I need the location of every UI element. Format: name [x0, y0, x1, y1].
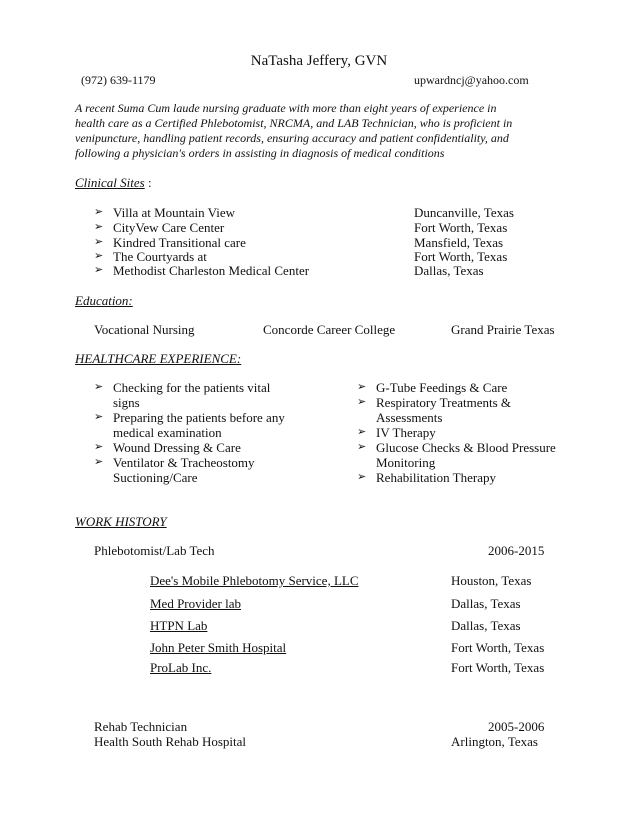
summary-line: venipuncture, handling patient records, ensuring accuracy and patient confidentiality, and — [75, 131, 509, 145]
education-school: Concorde Career College — [263, 322, 396, 337]
job-title: Rehab Technician — [94, 719, 188, 734]
skill-line: Rehabilitation Therapy — [376, 470, 496, 485]
phone-number: (972) 639-1179 — [81, 73, 156, 87]
job-title: Phlebotomist/Lab Tech — [94, 543, 215, 558]
arrow-bullet-icon: ➢ — [357, 426, 367, 438]
employer-name: ProLab Inc. — [150, 660, 212, 675]
employer-location: Dallas, Texas — [451, 596, 521, 611]
arrow-bullet-icon: ➢ — [94, 206, 104, 218]
employer-location: Fort Worth, Texas — [451, 640, 545, 655]
employer-location: Dallas, Texas — [451, 618, 521, 633]
clinical-site-name: CityVew Care Center — [113, 220, 225, 235]
summary-line: health care as a Certified Phlebotomist, NRCMA, and LAB Technician, who is proficient in — [75, 116, 513, 130]
skill-line: IV Therapy — [376, 425, 436, 440]
skill-line: Monitoring — [376, 455, 436, 470]
arrow-bullet-icon: ➢ — [357, 381, 367, 393]
clinical-site-location: Dallas, Texas — [414, 263, 484, 278]
clinical-sites-colon: : — [144, 175, 152, 190]
skill-line: G-Tube Feedings & Care — [376, 380, 508, 395]
arrow-bullet-icon: ➢ — [94, 264, 104, 276]
education-location: Grand Prairie Texas — [451, 322, 555, 337]
clinical-site-location: Fort Worth, Texas — [414, 249, 508, 264]
email-address[interactable]: upwardncj@yahoo.com — [414, 73, 529, 87]
employer-location: Houston, Texas — [451, 573, 532, 588]
arrow-bullet-icon: ➢ — [94, 411, 104, 423]
arrow-bullet-icon: ➢ — [94, 221, 104, 233]
employer-location: Arlington, Texas — [451, 734, 538, 749]
job-years: 2005-2006 — [488, 719, 545, 734]
clinical-site-location: Duncanville, Texas — [414, 205, 514, 220]
clinical-site-location: Fort Worth, Texas — [414, 220, 508, 235]
arrow-bullet-icon: ➢ — [94, 236, 104, 248]
education-program: Vocational Nursing — [94, 322, 195, 337]
employer-location: Fort Worth, Texas — [451, 660, 545, 675]
skill-line: Wound Dressing & Care — [113, 440, 241, 455]
skill-line: signs — [113, 395, 140, 410]
skill-line: Checking for the patients vital — [113, 380, 271, 395]
employer-name: Dee's Mobile Phlebotomy Service, LLC — [150, 573, 359, 588]
summary-line: following a physician's orders in assisting in diagnosis of medical conditions — [75, 146, 445, 160]
clinical-site-name: Methodist Charleston Medical Center — [113, 263, 310, 278]
skill-line: Preparing the patients before any — [113, 410, 285, 425]
clinical-sites-heading-row — [75, 175, 152, 190]
skill-line: Ventilator & Tracheostomy — [113, 455, 255, 470]
skill-line: Respiratory Treatments & — [376, 395, 512, 410]
skill-line: Assessments — [376, 410, 443, 425]
job-years: 2006-2015 — [488, 543, 545, 558]
arrow-bullet-icon: ➢ — [94, 381, 104, 393]
arrow-bullet-icon: ➢ — [94, 441, 104, 453]
arrow-bullet-icon: ➢ — [94, 456, 104, 468]
clinical-site-name: The Courtyards at — [113, 249, 207, 264]
summary-line: A recent Suma Cum laude nursing graduate with more than eight years of experience in — [75, 101, 497, 115]
clinical-site-name: Kindred Transitional care — [113, 235, 246, 250]
resume-name: NaTasha Jeffery, GVN — [250, 53, 388, 69]
employer-name: HTPN Lab — [150, 618, 208, 633]
arrow-bullet-icon: ➢ — [357, 396, 367, 408]
employer-name: John Peter Smith Hospital — [150, 640, 287, 655]
work-history-heading: WORK HISTORY — [75, 514, 167, 529]
clinical-sites-heading: Clinical Sites — [75, 175, 145, 190]
skill-line: Suctioning/Care — [113, 470, 198, 485]
clinical-site-location: Mansfield, Texas — [414, 235, 504, 250]
clinical-site-name: Villa at Mountain View — [113, 205, 236, 220]
arrow-bullet-icon: ➢ — [357, 441, 367, 453]
skill-line: medical examination — [113, 425, 222, 440]
arrow-bullet-icon: ➢ — [357, 471, 367, 483]
employer-name: Med Provider lab — [150, 596, 241, 611]
healthcare-experience-heading: HEALTHCARE EXPERIENCE: — [75, 351, 242, 366]
arrow-bullet-icon: ➢ — [94, 250, 104, 262]
skill-line: Glucose Checks & Blood Pressure — [376, 440, 556, 455]
employer-name: Health South Rehab Hospital — [94, 734, 247, 749]
education-heading: Education: — [75, 293, 133, 308]
